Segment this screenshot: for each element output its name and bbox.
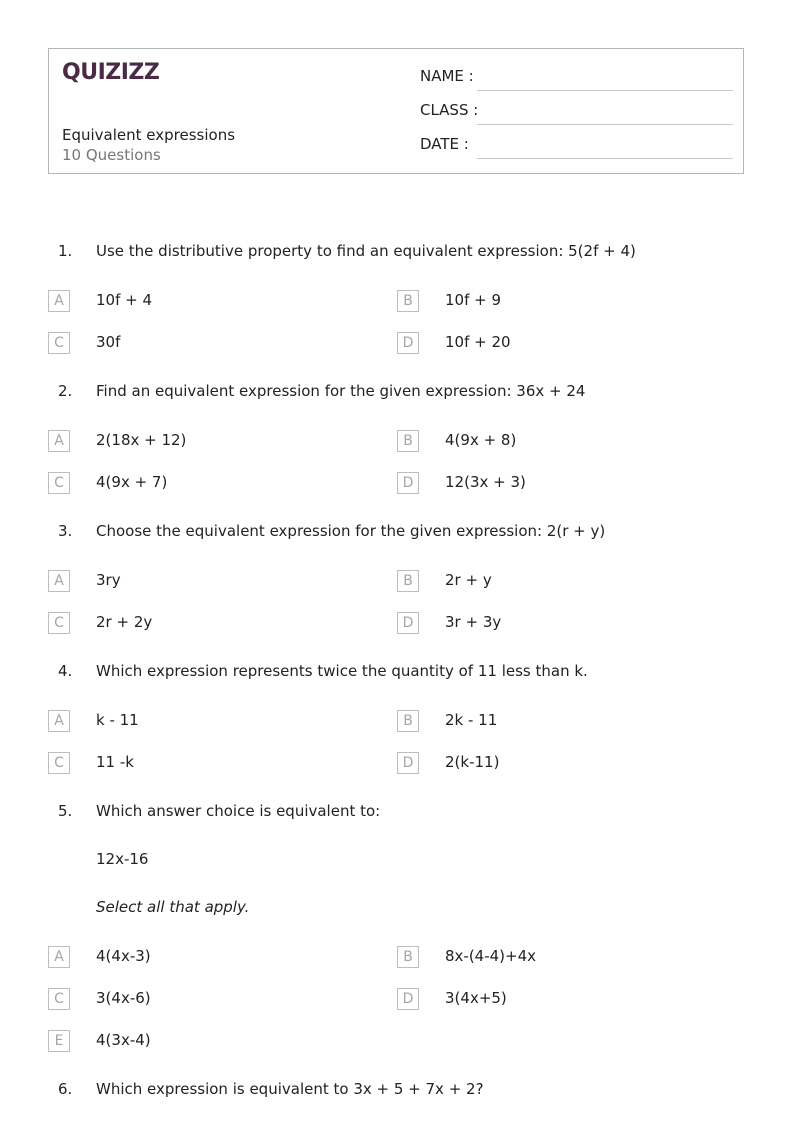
option-letter-box[interactable]: A (48, 430, 70, 452)
name-line[interactable] (477, 90, 733, 91)
question-count: 10 Questions (62, 146, 161, 164)
class-label: CLASS : (420, 101, 479, 119)
question-expression: 12x-16 (96, 850, 149, 868)
question-number: 4. (58, 662, 73, 680)
option-letter-box[interactable]: B (397, 710, 419, 732)
option-text: 3ry (96, 571, 121, 589)
date-field (420, 135, 733, 159)
class-field (420, 101, 733, 125)
option-letter-box[interactable]: C (48, 612, 70, 634)
date-line[interactable] (477, 158, 733, 159)
option-text: 2r + 2y (96, 613, 153, 631)
option-letter-box[interactable]: C (48, 332, 70, 354)
option-text: 12(3x + 3) (445, 473, 526, 491)
question-text: Which expression represents twice the quantity of 11 less than k. (96, 662, 588, 680)
option-text: 2r + y (445, 571, 492, 589)
option-text: 2(k-11) (445, 753, 500, 771)
option-text: 4(4x-3) (96, 947, 151, 965)
question-number: 5. (58, 802, 73, 820)
option-text: k - 11 (96, 711, 139, 729)
option-letter-box[interactable]: D (397, 612, 419, 634)
question-text: Find an equivalent expression for the given expression: 36x + 24 (96, 382, 586, 400)
option-text: 10f + 9 (445, 291, 502, 309)
option-letter-box[interactable]: B (397, 946, 419, 968)
question-number: 3. (58, 522, 73, 540)
name-label: NAME : (420, 67, 474, 85)
option-text: 4(9x + 7) (96, 473, 168, 491)
option-letter-box[interactable]: D (397, 332, 419, 354)
question-text: Choose the equivalent expression for the given expression: 2(r + y) (96, 522, 606, 540)
option-letter-box[interactable]: A (48, 570, 70, 592)
worksheet-header (48, 48, 744, 174)
class-line[interactable] (477, 124, 733, 125)
option-text: 3r + 3y (445, 613, 502, 631)
option-text: 4(9x + 8) (445, 431, 517, 449)
option-letter-box[interactable]: A (48, 946, 70, 968)
quizizz-logo: QUIZIZZ (62, 60, 160, 85)
question-text: Which expression is equivalent to 3x + 5 + 7x + 2? (96, 1080, 484, 1098)
option-letter-box[interactable]: B (397, 430, 419, 452)
option-letter-box[interactable]: B (397, 290, 419, 312)
option-letter-box[interactable]: A (48, 710, 70, 732)
worksheet-title: Equivalent expressions (62, 126, 236, 144)
option-text: 30f (96, 333, 121, 351)
option-text: 4(3x-4) (96, 1031, 151, 1049)
question-number: 1. (58, 242, 73, 260)
question-number: 6. (58, 1080, 73, 1098)
option-letter-box[interactable]: E (48, 1030, 70, 1052)
question-number: 2. (58, 382, 73, 400)
question-text: Use the distributive property to find an equivalent expression: 5(2f + 4) (96, 242, 636, 260)
question-instruction: Select all that apply. (96, 898, 250, 916)
option-text: 8x-(4-4)+4x (445, 947, 537, 965)
name-field (420, 67, 733, 91)
option-letter-box[interactable]: C (48, 472, 70, 494)
option-letter-box[interactable]: C (48, 752, 70, 774)
date-label: DATE : (420, 135, 469, 153)
option-text: 10f + 4 (96, 291, 153, 309)
option-text: 2(18x + 12) (96, 431, 187, 449)
option-text: 10f + 20 (445, 333, 511, 351)
option-text: 3(4x-6) (96, 989, 151, 1007)
option-letter-box[interactable]: C (48, 988, 70, 1010)
option-text: 2k - 11 (445, 711, 498, 729)
option-text: 3(4x+5) (445, 989, 507, 1007)
question-text: Which answer choice is equivalent to: (96, 802, 381, 820)
option-letter-box[interactable]: D (397, 472, 419, 494)
option-text: 11 -k (96, 753, 134, 771)
option-letter-box[interactable]: B (397, 570, 419, 592)
option-letter-box[interactable]: A (48, 290, 70, 312)
option-letter-box[interactable]: D (397, 752, 419, 774)
option-letter-box[interactable]: D (397, 988, 419, 1010)
